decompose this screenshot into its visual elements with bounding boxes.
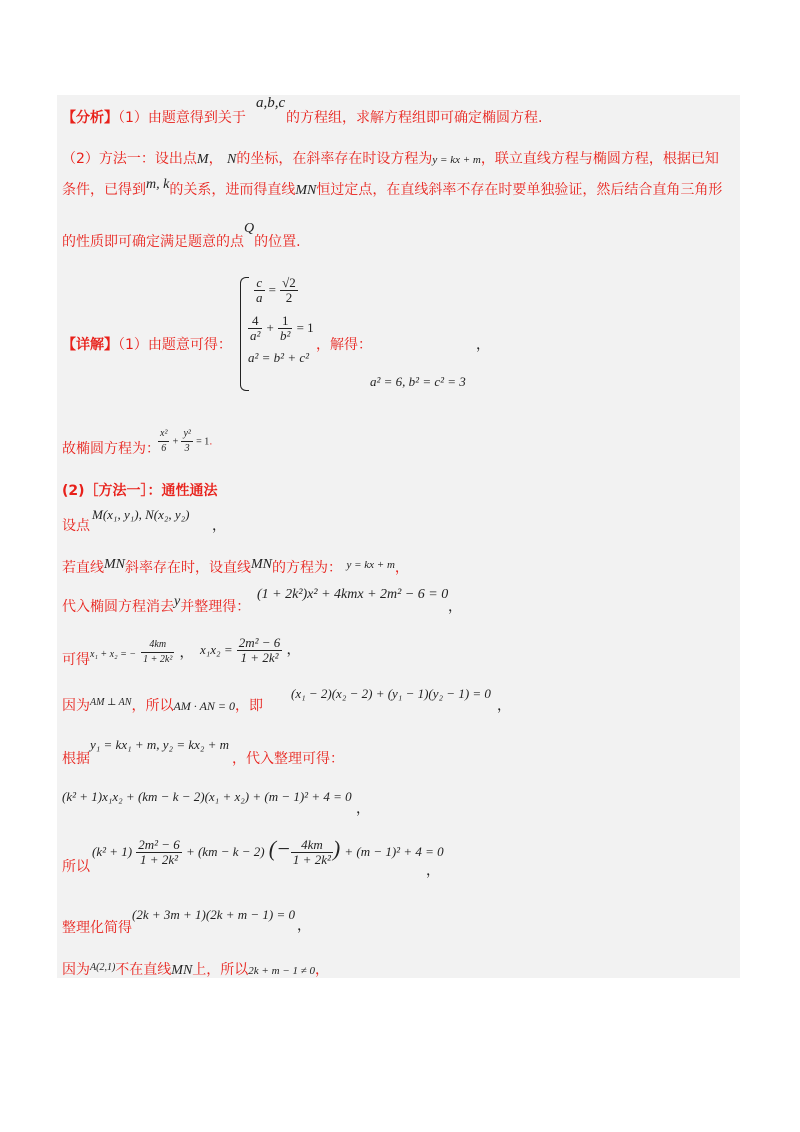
text: 的方程为：: [272, 560, 342, 576]
analysis-text: ，联立直线方程与椭圆方程，根据已知: [480, 151, 719, 167]
var-y: y: [174, 594, 181, 609]
line-eq: y = kx + m: [346, 559, 395, 571]
analysis-text: （1）由题意得到关于: [118, 110, 246, 126]
line-MN: MN: [171, 963, 193, 978]
vieta-product: x₁x₂ = $\frac{\text{2m² − 6}}{\text{1 + 2k²}}$ ，: [200, 635, 301, 665]
analysis-line-2: [62, 150, 719, 169]
text: 根据: [62, 751, 90, 767]
method1-heading: (2)［方法一］：通性通法: [62, 483, 218, 499]
comma: ，: [212, 518, 226, 534]
text: 上，所以: [192, 962, 249, 978]
line-y-equations: y₁ = kx₁ + m, y₂ = kx₂ + m: [90, 737, 230, 752]
detail-line-1: [62, 336, 232, 354]
points-math: M(x₁, y₁), N(x₂, y₂): [92, 507, 190, 522]
vieta-line: [62, 651, 90, 669]
analysis-variables: a,b,c: [256, 95, 286, 111]
line-MN: MN: [251, 557, 272, 572]
analysis-text: （2）方法一：设出点: [62, 151, 197, 167]
point-Q: Q: [244, 221, 255, 236]
line-MN-equation: [62, 559, 409, 578]
comma: ，: [297, 918, 311, 934]
analysis-text: 恒过定点，在直线斜率不存在时要单独验证，然后结合直角三角形: [316, 182, 723, 198]
line-MN: MN: [104, 557, 125, 572]
analysis-text: 的性质即可确定满足题意的点: [62, 234, 244, 250]
text: 若直线: [62, 560, 104, 576]
text: 并整理得：: [180, 599, 251, 615]
perpendicular-line: [62, 697, 263, 717]
analysis-text: 的关系，进而得直线: [169, 182, 296, 198]
vieta-sum: x₁ + x₂ = − $\frac{4km}{\text{1 + 2k²}}$ ，: [90, 639, 194, 665]
text: 整理化简得: [62, 920, 132, 936]
system-eq-2: $\frac{4}{\text{a²}}$ + $\frac{1}{\text{b²}}$ = 1: [250, 313, 314, 343]
set-points-line: [62, 517, 90, 535]
detail-tag: 【详解】: [62, 337, 118, 353]
text: 因为: [62, 698, 90, 714]
analysis-line-4: [62, 221, 301, 252]
text: 代入椭圆方程消去: [62, 599, 174, 615]
ellipse-text: 故椭圆方程为：: [62, 441, 160, 457]
vars-mk: m, k: [146, 177, 170, 192]
point-A: A(2,1): [90, 962, 116, 973]
analysis-text-end: 的方程组，求解方程组即可确定椭圆方程.: [286, 110, 543, 126]
analysis-text: 的坐标，在斜率存在时设方程为: [236, 151, 433, 167]
last-line: [62, 961, 329, 981]
system-eq-3: a² = b² + c²: [248, 350, 310, 365]
analysis-text: 的位置.: [254, 234, 301, 250]
analysis-text: 条件，已得到: [62, 182, 146, 198]
comma: ，: [394, 560, 409, 576]
text: ，即: [235, 698, 263, 714]
analysis-line-3: [62, 177, 723, 200]
comma: ，: [476, 337, 490, 353]
ellipse-line: [62, 440, 160, 458]
comma: ，: [448, 599, 462, 615]
quadratic-equation: (1 + 2k²)x² + 4kmx + 2m² − 6 = 0: [257, 587, 449, 602]
expanded-equation: (k² + 1)x₁x₂ + (km − k − 2)(x₁ + x₂) + (m − 1)² + 4 = 0: [62, 789, 352, 804]
solve-text: ，解得：: [316, 337, 372, 353]
perp-equation: (x₁ − 2)(x₂ − 2) + (y₁ − 1)(y₂ − 1) = 0: [291, 686, 491, 701]
comma: ，: [497, 698, 511, 714]
text: ，代入整理可得：: [232, 751, 344, 767]
text: 所以: [62, 859, 90, 875]
analysis-text: ，: [208, 151, 223, 167]
comma: ，: [356, 801, 370, 817]
system-eq-1: $\frac{c}{a}$ = $\frac{√2}{2}$: [256, 275, 296, 305]
solution: a² = 6, b² = c² = 3: [370, 374, 466, 389]
substitute-line: [62, 594, 251, 617]
analysis-line-1: [62, 109, 246, 127]
point-M: M: [196, 152, 209, 167]
comma: ，: [426, 863, 440, 879]
text: 因为: [62, 962, 90, 978]
comma: ，: [315, 962, 329, 978]
text: 可得: [62, 652, 90, 668]
dot-product: AM · AN = 0: [173, 699, 235, 713]
line-MN: MN: [295, 183, 317, 198]
detail-text: （1）由题意可得：: [118, 337, 232, 353]
substituted-equation: (k² + 1) $\frac{\text{2m² − 6}}{\text{1 + 2k²}}$ + (km − k − 2) (− $\frac{4km}{\text{1 + 2k²}}$ ) + (m − 1)² + 4 = 0: [92, 836, 444, 867]
so-line: [62, 858, 90, 876]
factored-equation: (2k + 3m + 1)(2k + m − 1) = 0: [132, 907, 295, 922]
text: 不在直线: [115, 962, 172, 978]
according-line: [62, 750, 90, 768]
text: ，所以: [131, 698, 174, 714]
text: 斜率存在时，设直线: [125, 560, 251, 576]
not-equal: 2k + m − 1 ≠ 0: [248, 965, 315, 977]
perp-math: AM ⊥ AN: [90, 697, 132, 708]
analysis-tag: 【分析】: [62, 110, 118, 126]
line-equation: y = kx + m: [432, 154, 481, 166]
simplify-line: [62, 919, 132, 937]
point-N: N: [227, 152, 237, 167]
text: 设点: [62, 518, 90, 534]
ellipse-equation: $\frac{\text{x²}}{6}$ + $\frac{\text{y²}}{3}$ = 1.: [160, 428, 213, 454]
